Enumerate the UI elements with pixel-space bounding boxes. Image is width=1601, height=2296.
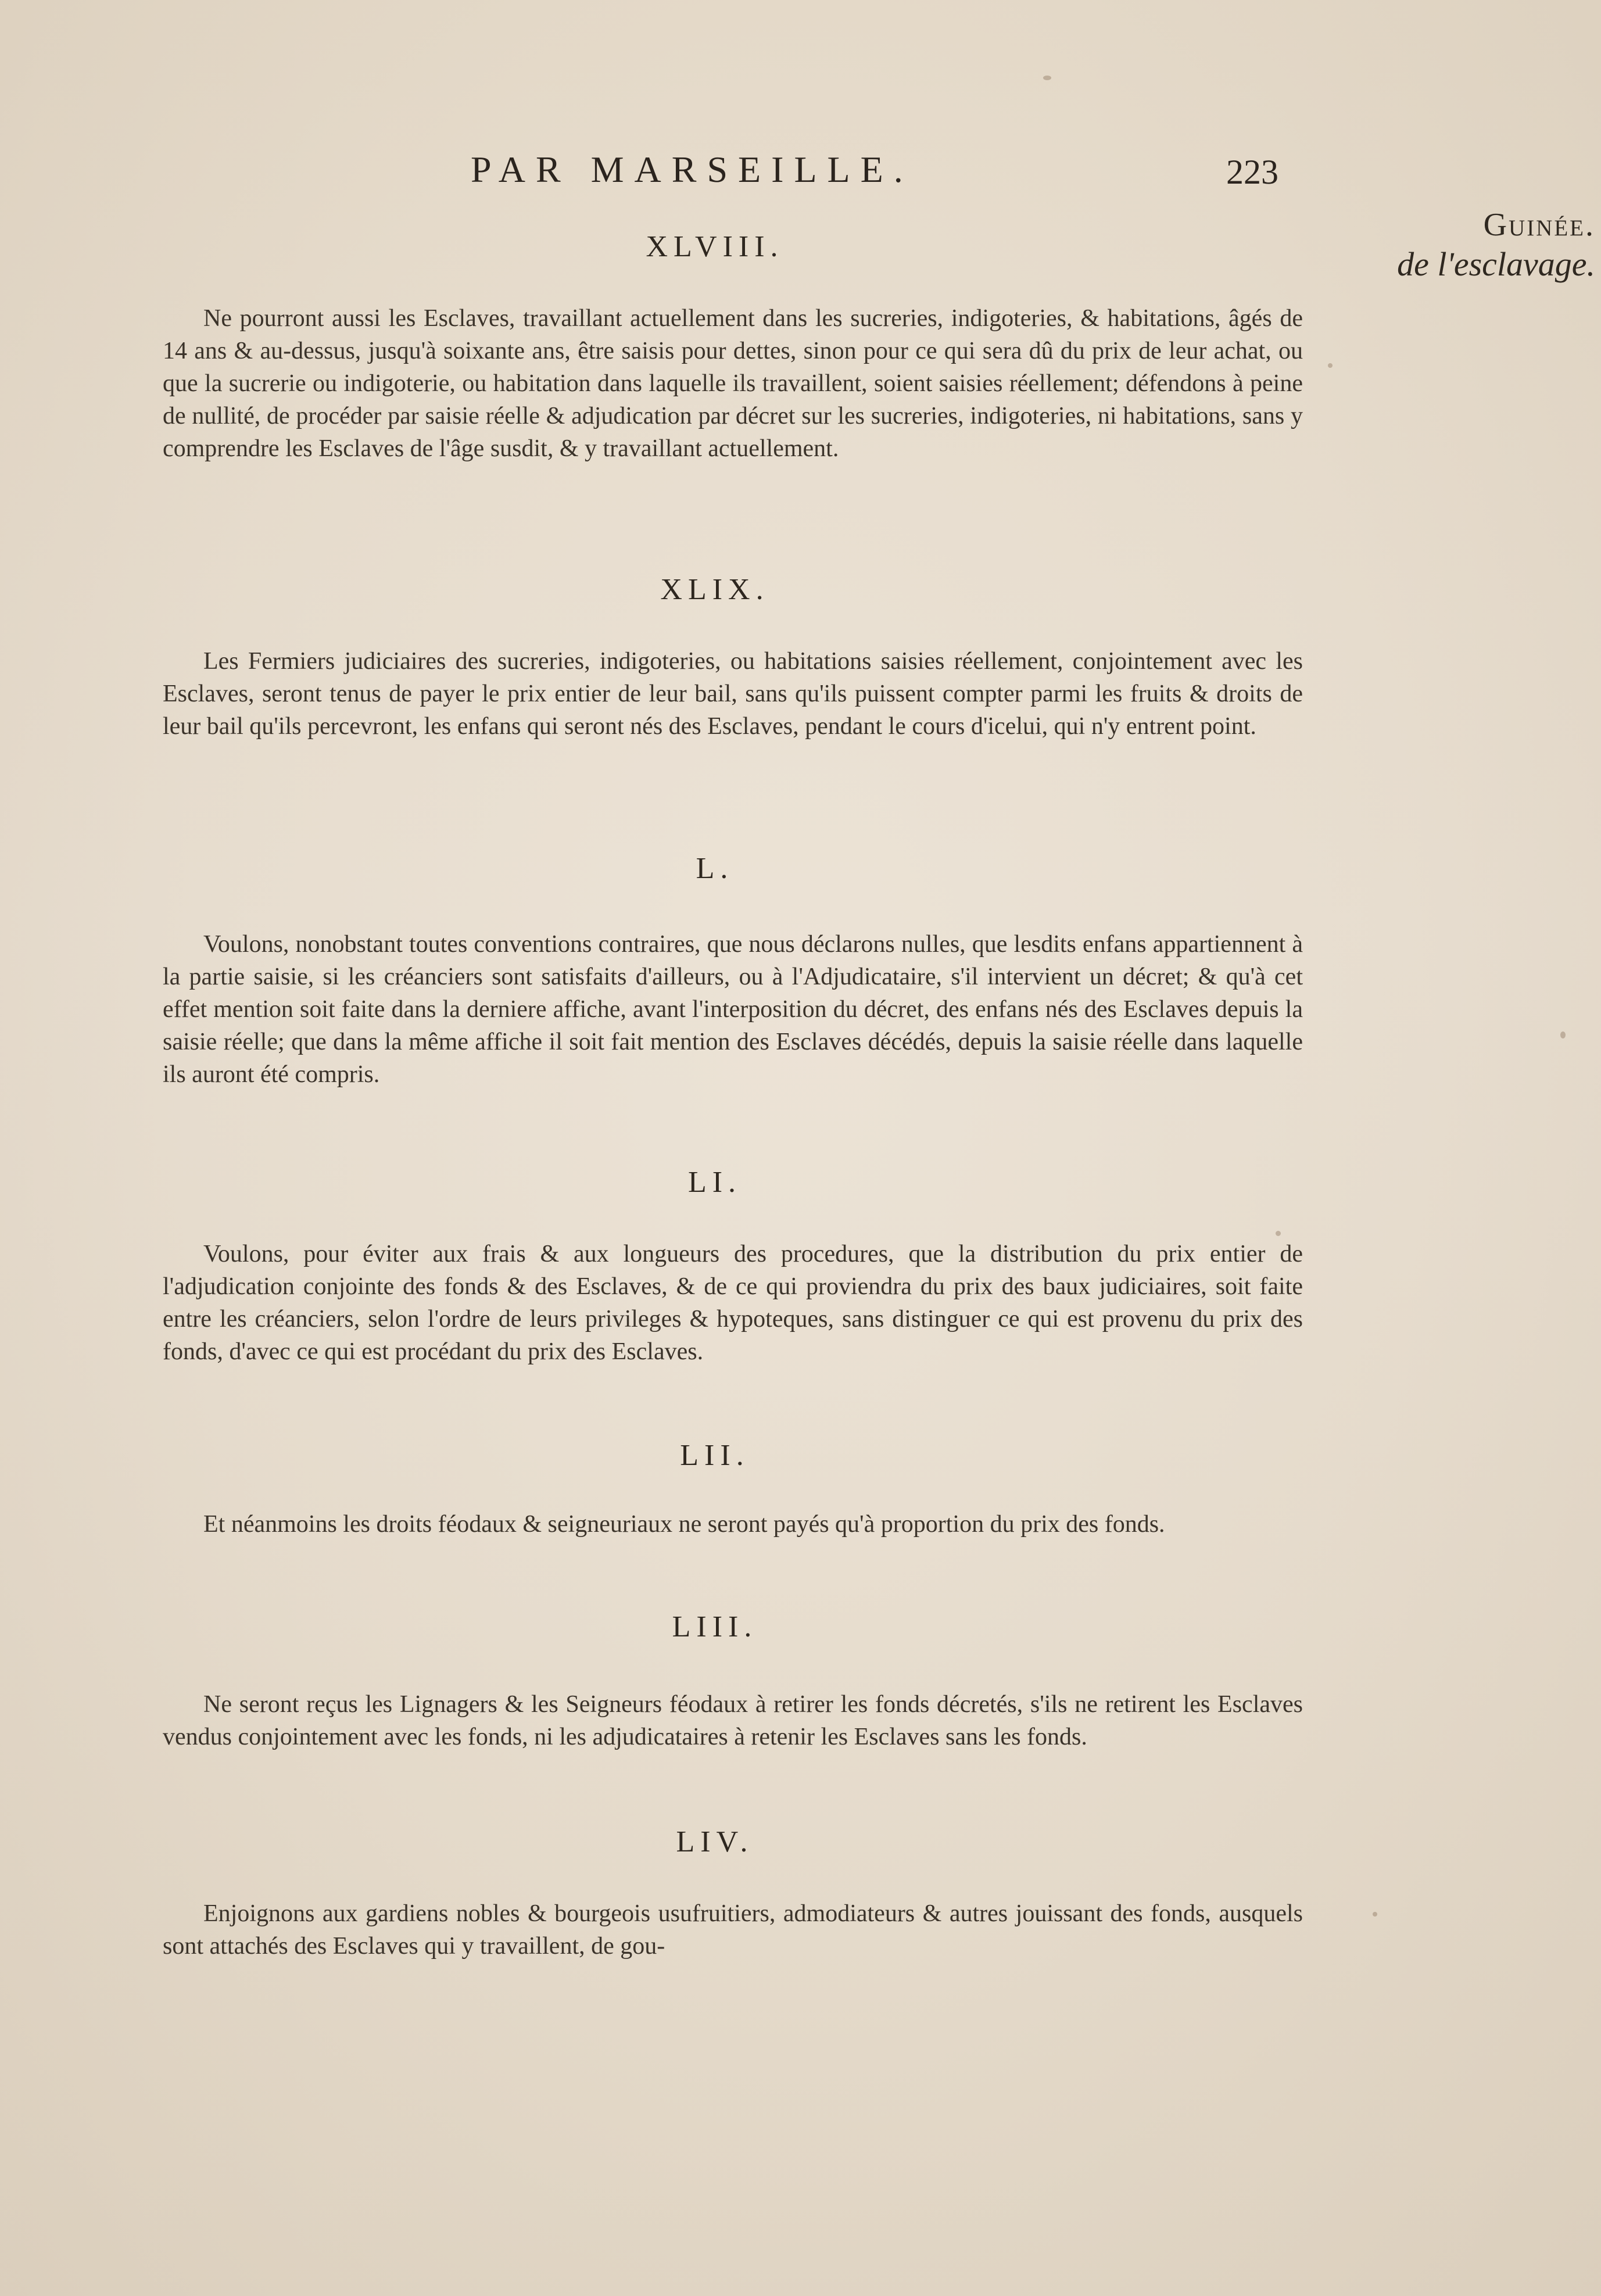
margin-note [1293, 206, 1595, 284]
article-heading-53: LIII. [672, 1610, 758, 1643]
running-title: PAR MARSEILLE. [471, 149, 914, 190]
paper-speck [1043, 76, 1051, 80]
article-text-54: Enjoignons aux gardiens nobles & bourgeois usufruitiers, admodiateurs & autres jouissant des fonds, ausquels sont attachés des Esclaves qui y travaillent, de gou- [163, 1900, 1303, 1960]
paper-speck [1276, 1231, 1281, 1236]
margin-note-line-1: Guinée. [1483, 207, 1595, 243]
article-text-51: Voulons, pour éviter aux frais & aux longueurs des procedures, que la distribution du prix entier de l'adjudication conjointe des fonds & des Esclaves, & de ce qui proviendra du prix des baux judiciaires, soit faite entre les créanciers, selon l'ordre de leurs privileges & hypoteques, sans distinguer ce qui est provenu du prix des fonds, d'avec ce qui est procédant du prix des Esclaves. [163, 1241, 1303, 1365]
article-heading-50: L. [696, 852, 734, 885]
paper-speck [1328, 363, 1333, 368]
article-heading-51: LI. [687, 1166, 742, 1199]
article-text-50: Voulons, nonobstant toutes conventions contraires, que nous déclarons nulles, que lesdits enfans appartiennent à la partie saisie, si les créanciers sont satisfaits d'ailleurs, ou à l'Adjudicataire, s'il intervient un décret; & qu'à cet effet mention soit faite dans la derniere affiche, avant l'interposition du décret, des enfans nés des Esclaves depuis la saisie réelle; que dans la même affiche il soit fait mention des Esclaves décédés, depuis la saisie réelle dans laquelle ils auront été compris. [163, 931, 1303, 1088]
article-heading-49: XLIX. [660, 573, 769, 606]
article-heading-52: LII. [680, 1439, 750, 1472]
margin-note-line-2: de l'esclavage. [1397, 245, 1595, 283]
paper-speck [1373, 1912, 1377, 1917]
article-heading-54: LIV. [676, 1825, 754, 1858]
article-text-48: Ne pourront aussi les Esclaves, travaillant actuellement dans les sucreries, indigoteries, & habitations, âgés de 14 ans & au-dessus, jusqu'à soixante ans, être saisis pour dettes, sinon pour ce qui sera dû du prix de leur achat, ou que la sucrerie ou indigoterie, ou habitation dans laquelle ils travaillent, soient saisies réellement; défendons à peine de nullité, de procéder par saisie réelle & adjudication par décret sur les sucreries, indigoteries, ni habitations, sans y comprendre les Esclaves de l'âge susdit, & y travaillant actuellement. [163, 305, 1303, 462]
article-text-49: Les Fermiers judiciaires des sucreries, indigoteries, ou habitations saisies réellement, conjointement avec les Esclaves, seront tenus de payer le prix entier de leur bail, sans qu'ils puissent compter parmi les fruits & droits de leur bail qu'ils percevront, les enfans qui seront nés des Esclaves, pendant le cours d'icelui, qui n'y entrent point. [163, 648, 1303, 740]
page-number: 223 [1226, 153, 1278, 191]
article-heading-48: XLVIII. [646, 230, 784, 263]
article-text-53: Ne seront reçus les Lignagers & les Seigneurs féodaux à retirer les fonds décretés, s'ils ne retirent les Esclaves vendus conjointement avec les fonds, ni les adjudicataires à retenir les Esclaves sans les fonds. [163, 1691, 1303, 1750]
paper-speck [1560, 1031, 1566, 1038]
article-text-52: Et néanmoins les droits féodaux & seigneuriaux ne seront payés qu'à proportion du prix des fonds. [203, 1511, 1165, 1538]
